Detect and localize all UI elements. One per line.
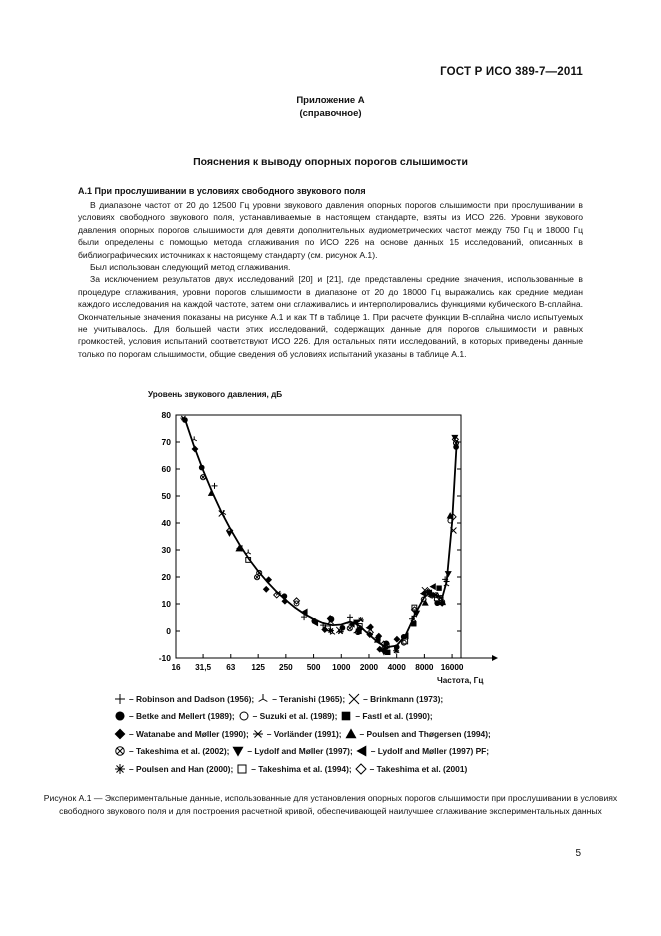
- legend-label: – Robinson and Dadson (1956);: [129, 693, 255, 704]
- asterisk-marker: [275, 591, 281, 595]
- filled-circle-marker: [182, 417, 187, 422]
- y-tick-label: 70: [161, 437, 171, 447]
- y-tick-label: 40: [161, 518, 171, 528]
- x-tick-label: 16000: [440, 663, 464, 672]
- tri-star-marker: [246, 550, 251, 555]
- legend-label: – Vorländer (1991);: [266, 728, 342, 739]
- asterisk-marker: [253, 730, 263, 737]
- open-circle-marker: [240, 712, 248, 720]
- legend-item: [257, 693, 345, 705]
- y-axis-label: Уровень звукового давления, дБ: [148, 390, 283, 399]
- tri-star-marker: [259, 694, 268, 702]
- y-tick-label: 30: [161, 545, 171, 555]
- section-title: Пояснения к выводу опорных порогов слышимости: [193, 156, 468, 168]
- legend-row: [114, 760, 494, 778]
- legend-row: [114, 708, 494, 726]
- filled-diamond-marker: [263, 586, 269, 592]
- x-axis-arrow: [492, 655, 498, 661]
- legend-item: [238, 710, 338, 722]
- legend-label: – Lydolf and Møller (1997) PF;: [370, 746, 490, 757]
- body-text: [78, 199, 583, 360]
- y-tick-label: 80: [161, 410, 171, 420]
- plus-marker: [347, 614, 353, 620]
- filled-triangle-down-marker: [233, 747, 243, 756]
- filled-diamond-marker: [192, 446, 198, 452]
- filled-triangle-left-marker: [430, 584, 435, 590]
- paragraph: За исключением результатов двух исследований [20] и [21], где представлены средние значения, использованные в процедуре сглаживания, уровни порогов слышимости в диапазоне от 20 до 18000 Гц выражались как средние медиан каждого исследования на каждой частоте, затем они сглаживались и интерполировались функциями кубического B-сплайна. Окончательные значения показаны на рисунке А.1 и как Tf в таблице 1. При расчете функции B-сплайна число испытуемых не учитывалось. Для большей части этих исследований, содержащих данные для порогов слышимости и равных громкостей, условия испытаний соответствуют ИСО 226. Для остальных пяти исследований, в которых приведены данные только по порогам слышимости, общие сведения об условиях испытаний указаны в таблице А.1.: [78, 274, 583, 359]
- filled-diamond-marker: [115, 729, 125, 739]
- annex-subtitle: (справочное): [299, 108, 362, 119]
- x-tick-label: 250: [279, 663, 293, 672]
- filled-square-icon: [340, 710, 352, 722]
- plus-marker: [212, 483, 218, 489]
- legend-label: – Poulsen and Han (2000);: [129, 763, 234, 774]
- filled-circle-marker: [454, 444, 459, 449]
- open-circle-icon: [238, 710, 250, 722]
- legend-item: [114, 693, 254, 705]
- legend-item: [340, 710, 432, 722]
- legend-label: – Suzuki et al. (1989);: [252, 711, 338, 722]
- filled-triangle-up-icon: [345, 728, 357, 740]
- y-tick-label: 0: [166, 626, 171, 636]
- filled-square-marker: [342, 712, 350, 720]
- legend-item: [355, 763, 468, 775]
- chart-legend: [114, 690, 494, 778]
- open-square-marker: [238, 765, 246, 773]
- filled-diamond-marker: [282, 598, 288, 604]
- legend-row: [114, 725, 494, 743]
- x-tick-label: 4000: [387, 663, 406, 672]
- legend-item: [114, 728, 249, 740]
- legend-label: – Teranishi (1965);: [272, 693, 346, 704]
- legend-item: [114, 710, 235, 722]
- filled-triangle-left-marker: [357, 746, 366, 756]
- tri-star-icon: [257, 693, 269, 705]
- circle-cross-marker: [255, 575, 260, 580]
- annex-title: Приложение А: [296, 95, 365, 106]
- paragraph: Был использован следующий метод сглаживания.: [90, 262, 291, 273]
- data-markers: [180, 416, 458, 655]
- x-tick-label: 2000: [359, 663, 379, 672]
- filled-circle-marker: [116, 712, 125, 721]
- plus-marker: [115, 694, 125, 704]
- page-number: 5: [575, 848, 581, 859]
- x-tick-label: 63: [226, 663, 236, 672]
- filled-triangle-down-icon: [232, 745, 244, 757]
- y-tick-label: 20: [161, 572, 171, 582]
- filled-circle-marker: [340, 625, 345, 630]
- filled-square-marker: [385, 650, 390, 655]
- x-axis-label: Частота, Гц: [437, 676, 484, 685]
- legend-item: [114, 763, 233, 775]
- cross-marker: [349, 694, 359, 704]
- legend-label: – Takeshima et al. (2002);: [129, 746, 230, 757]
- filled-circle-marker: [282, 594, 287, 599]
- star-marker: [115, 764, 125, 774]
- figure-caption: Рисунок А.1 — Экспериментальные данные, использованные для установления опорных порогов слышимости при прослушивании в условиях свободного звукового поля и для построения расчетной кривой, обеспечивающей наилучшее сглаживание экспериментальных данных: [43, 793, 618, 817]
- cross-icon: [348, 693, 360, 705]
- circle-cross-marker: [116, 747, 125, 756]
- x-tick-label: 31,5: [195, 663, 212, 672]
- document-header: ГОСТ Р ИСО 389-7—2011: [440, 66, 583, 78]
- y-tick-label: -10: [158, 653, 171, 663]
- asterisk-icon: [252, 728, 264, 740]
- filled-square-marker: [437, 586, 442, 591]
- filled-diamond-marker: [394, 636, 400, 642]
- open-diamond-icon: [355, 763, 367, 775]
- filled-triangle-down-marker: [445, 571, 451, 576]
- plus-icon: [114, 693, 126, 705]
- legend-label: – Brinkmann (1973);: [363, 693, 444, 704]
- y-tick-label: 60: [161, 464, 171, 474]
- legend-row: [114, 743, 494, 761]
- subsection-title: А.1 При прослушивании в условиях свободного звукового поля: [78, 186, 366, 196]
- paragraph: В диапазоне частот от 20 до 12500 Гц уровни звукового давления опорных порогов слышимости при прослушивании в условиях свободного звукового поля, устанавливаемые в настоящем стандарте, взяты из ИСО 226. Уровни звукового давления опорных порогов слышимости для девяти дополнительных аудиометрических частот между 750 Гц и 18000 Гц были определены с помощью метода сглаживания по ИСО 226 на основе данных 15 исследований, описанных в библиографических источниках к настоящему стандарту (см. рисунок А.1).: [78, 200, 583, 260]
- legend-label: – Betke and Mellert (1989);: [129, 711, 235, 722]
- legend-label: – Takeshima et al. (2001): [369, 763, 468, 774]
- legend-label: – Watanabe and Møller (1990);: [129, 728, 249, 739]
- x-tick-label: 1000: [332, 663, 351, 672]
- star-marker: [328, 616, 334, 622]
- y-tick-label: 10: [161, 599, 171, 609]
- x-tick-label: 125: [251, 663, 265, 672]
- circle-cross-marker: [201, 475, 206, 480]
- filled-triangle-up-marker: [346, 729, 356, 738]
- y-tick-label: 50: [161, 491, 171, 501]
- open-square-icon: [236, 763, 248, 775]
- filled-circle-marker: [401, 634, 406, 639]
- legend-label: – Fastl et al. (1990);: [355, 711, 433, 722]
- filled-circle-marker: [394, 645, 399, 650]
- open-diamond-marker: [356, 764, 366, 774]
- legend-item: [114, 745, 229, 757]
- legend-item: [356, 745, 489, 757]
- legend-label: – Takeshima et al. (1994);: [251, 763, 352, 774]
- open-circle-marker: [401, 640, 406, 645]
- legend-item: [348, 693, 443, 705]
- legend-row: [114, 690, 494, 708]
- filled-circle-marker: [199, 465, 204, 470]
- x-tick-label: 8000: [415, 663, 434, 672]
- legend-item: [236, 763, 351, 775]
- filled-triangle-left-icon: [356, 745, 368, 757]
- circle-cross-icon: [114, 745, 126, 757]
- filled-circle-icon: [114, 710, 126, 722]
- legend-label: – Lydolf and Møller (1997);: [247, 746, 353, 757]
- threshold-chart: [140, 395, 500, 677]
- circle-cross-marker: [347, 626, 352, 631]
- legend-item: [345, 728, 491, 740]
- filled-diamond-icon: [114, 728, 126, 740]
- legend-label: – Poulsen and Thøgersen (1994);: [359, 728, 491, 739]
- x-tick-label: 500: [306, 663, 321, 672]
- legend-item: [252, 728, 342, 740]
- open-square-marker: [403, 639, 408, 644]
- x-tick-label: 16: [171, 663, 181, 672]
- legend-item: [232, 745, 352, 757]
- star-icon: [114, 763, 126, 775]
